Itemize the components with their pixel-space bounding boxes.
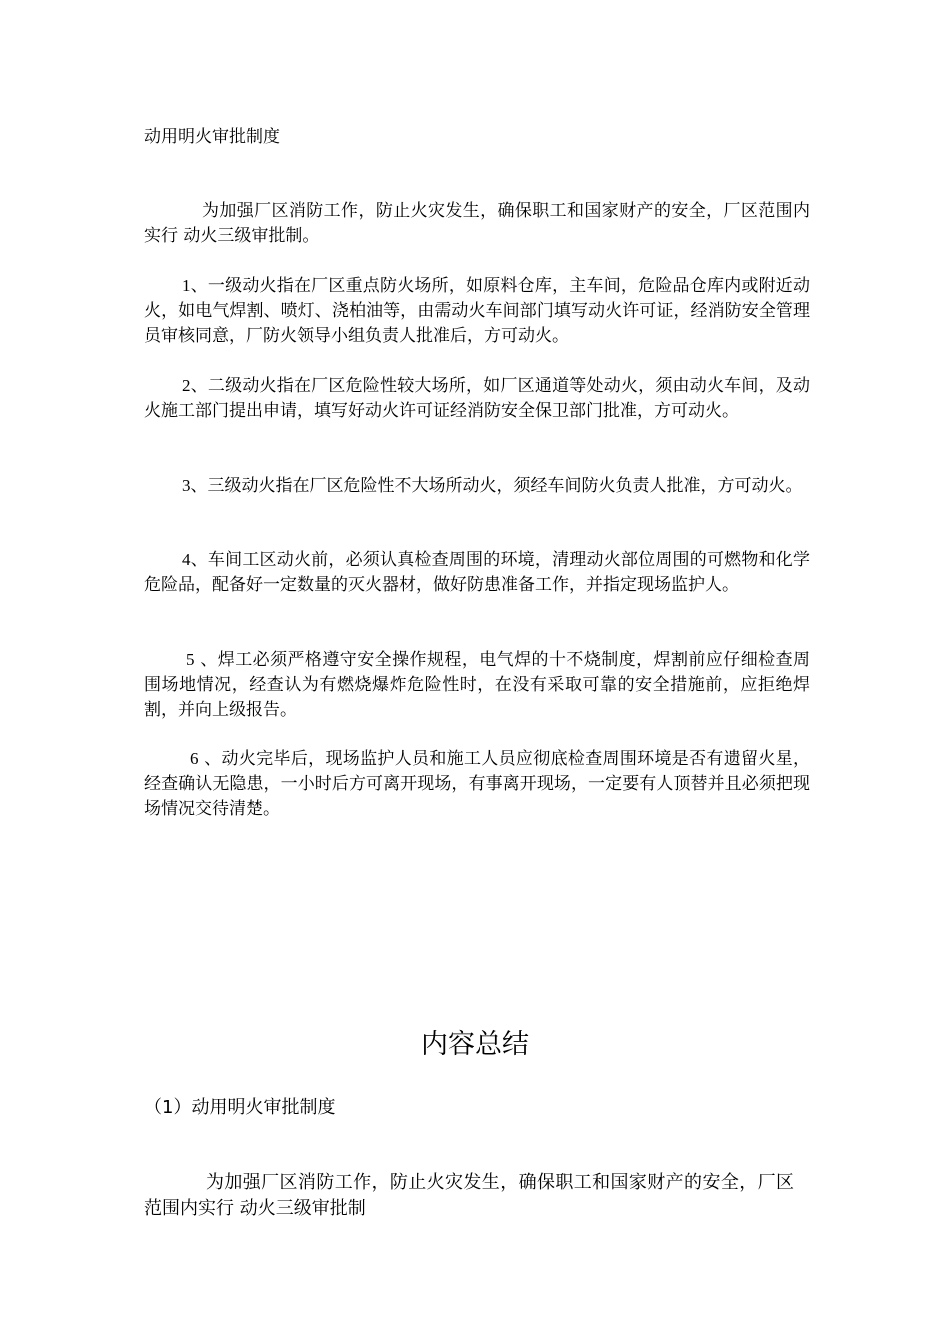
rule-item-4 — [144, 547, 810, 598]
summary-heading: 内容总结 — [421, 1029, 529, 1060]
rule-number: 5 — [186, 650, 195, 669]
intro-paragraph — [144, 199, 810, 249]
rule-text: 一级动火指在厂区重点防火场所，如原料仓库，主车间，危险品仓库内或附近动火，如电气焊割、喷灯、浇柏油等，由需动火车间部门填写动火许可证，经消防安全管理员审核同意，厂防火领导小组负责人批准后，方可动火。 — [144, 276, 811, 346]
rule-separator: 、 — [190, 476, 208, 496]
rule-item-5 — [144, 647, 810, 723]
rule-text: 二级动火指在厂区危险性较大场所，如厂区通道等处动火，须由动火车间，及动火施工部门提出申请，填写好动火许可证经消防安全保卫部门批准，方可动火。 — [144, 376, 811, 421]
rule-item-6 — [144, 746, 810, 822]
rule-number: 4 — [182, 550, 191, 569]
summary-subheading: （1）动用明火审批制度 — [144, 1097, 336, 1118]
rule-separator: 、 — [190, 276, 208, 296]
rule-item-3 — [144, 473, 810, 499]
rule-text: 动火完毕后，现场监护人员和施工人员应彻底检查周围环境是否有遗留火星，经查确认无隐患，一小时后方可离开现场，有事离开现场，一定要有人顶替并且必须把现场情况交待清楚。 — [144, 749, 811, 819]
rule-number: 3 — [182, 476, 191, 495]
rule-item-2 — [144, 373, 810, 424]
summary-text: 为加强厂区消防工作，防止火灾发生，确保职工和国家财产的安全，厂区范围内实行 动火三级审批制 — [144, 1172, 794, 1219]
summary-paragraph — [144, 1170, 794, 1222]
rule-item-1 — [144, 273, 810, 349]
rule-text: 车间工区动火前，必须认真检查周围的环境，清理动火部位周围的可燃物和化学危险品，配备好一定数量的灭火器材，做好防患准备工作，并指定现场监护人。 — [144, 550, 811, 595]
rule-separator: 、 — [190, 376, 208, 396]
intro-text: 为加强厂区消防工作，防止火灾发生，确保职工和国家财产的安全，厂区范围内实行 动火三级审批制。 — [144, 201, 810, 246]
rule-text: 三级动火指在厂区危险性不大场所动火，须经车间防火负责人批准，方可动火。 — [207, 476, 803, 496]
rule-number: 2 — [182, 376, 191, 395]
rule-separator: 、 — [190, 550, 208, 570]
document-title: 动用明火审批制度 — [144, 127, 280, 147]
rule-separator: 、 — [198, 749, 222, 769]
rule-number: 1 — [182, 276, 191, 295]
rule-number: 6 — [190, 749, 199, 768]
rule-text: 焊工必须严格遵守安全操作规程，电气焊的十不烧制度，焊割前应仔细检查周围场地情况，经查认为有燃烧爆炸危险性时，在没有采取可靠的安全措施前，应拒绝焊割，并向上级报告。 — [144, 650, 811, 720]
rule-separator: 、 — [194, 650, 218, 670]
